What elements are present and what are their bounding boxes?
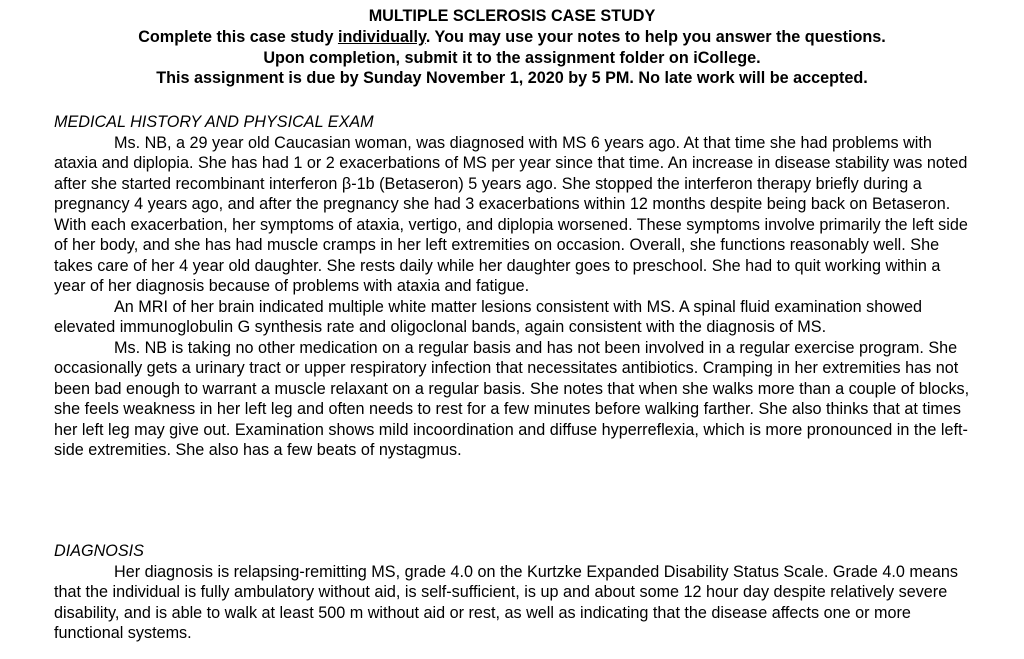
document-title: MULTIPLE SCLEROSIS CASE STUDY <box>368 7 656 25</box>
instructions-text-start: Complete this case study <box>138 27 338 46</box>
individually-emphasis: individually <box>337 27 426 46</box>
section-heading: MEDICAL HISTORY AND PHYSICAL EXAM <box>54 113 374 131</box>
section-heading: DIAGNOSIS <box>54 542 144 560</box>
submission-line: Upon completion, submit it to the assignment folder on iCollege. <box>263 48 761 67</box>
due-date-line: This assignment is due by Sunday November 1, 2020 by 5 PM. No late work will be accepted. <box>156 69 868 88</box>
paragraph: Her diagnosis is relapsing-remitting MS, grade 4.0 on the Kurtzke Expanded Disability Status Scale. Grade 4.0 means that the individual is fully ambulatory without aid, is self-sufficient, is up and about some 12 hour day despite relatively severe disability, and is able to walk at least 500 m without aid or rest, as well as indicating that the disease affects one or more functional systems. <box>54 562 958 642</box>
paragraph: Ms. NB is taking no other medication on a regular basis and has not been involved in a regular exercise program. She occasionally gets a urinary tract or upper respiratory infection that necessitates antibiotics. Cramping in her extremities has not been bad enough to warrant a muscle relaxant on a regular basis. She notes that when she walks more than a couple of blocks, she feels weakness in her left leg and often needs to rest for a few minutes before walking farther. She also thinks that at times her left leg may give out. Examination shows mild incoordination and diffuse hyperreflexia, which is more pronounced in the left-side extremities. She also has a few beats of nystagmus. <box>54 338 970 459</box>
instructions-text-end: . You may use your notes to help you answer the questions. <box>425 27 886 46</box>
paragraph: Ms. NB, a 29 year old Caucasian woman, was diagnosed with MS 6 years ago. At that time she had problems with ataxia and diplopia. She has had 1 or 2 exacerbations of MS per year since that time. An increase in disease stability was noted after she started recombinant interferon β-1b (Betaseron) 5 years ago. She stopped the interferon therapy briefly during a pregnancy 4 years ago, and after the pregnancy she had 3 exacerbations within 12 months despite being back on Betaseron. With each exacerbation, her symptoms of ataxia, vertigo, and diplopia worsened. These symptoms involve primarily the left side of her body, and she has had muscle cramps in her left extremities on occasion. Overall, she functions reasonably well. She takes care of her 4 year old daughter. She rests daily while her daughter goes to preschool. She had to quit working within a year of her diagnosis because of problems with ataxia and fatigue. <box>54 133 968 295</box>
diagnosis-section <box>54 541 974 644</box>
assignment-header <box>0 0 1024 89</box>
medical-history-section <box>54 112 974 461</box>
instructions-line <box>0 27 1024 48</box>
paragraph: An MRI of her brain indicated multiple white matter lesions consistent with MS. A spinal fluid examination showed elevated immunoglobulin G synthesis rate and oligoclonal bands, again consistent with the diagnosis of MS. <box>54 297 922 336</box>
